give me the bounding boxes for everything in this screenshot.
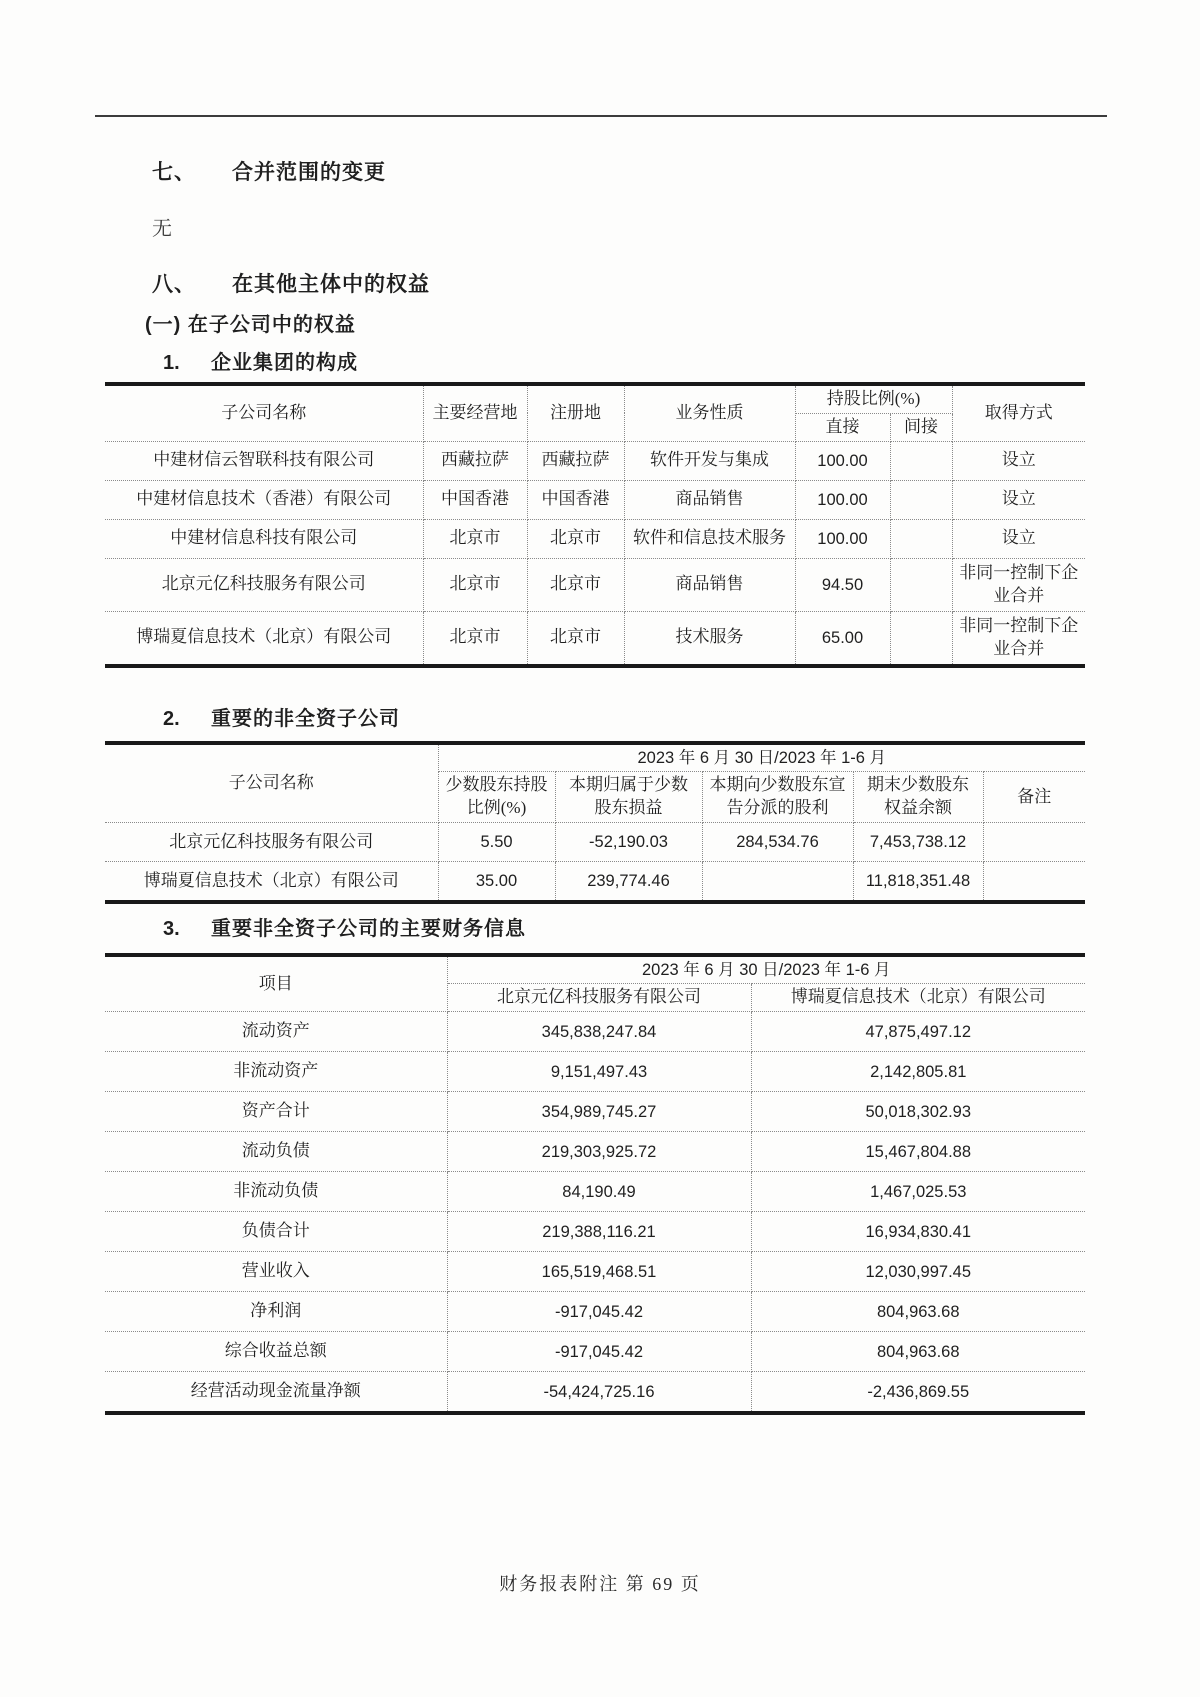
cell-subsidiary-name: 博瑞夏信息技术（北京）有限公司 [105, 862, 438, 903]
cell-subsidiary-name: 中建材信息技术（香港）有限公司 [105, 480, 423, 519]
table-header-row [105, 384, 1085, 413]
heading-group-composition [163, 346, 358, 375]
col-header-remark: 备注 [983, 772, 1085, 823]
cell-business-nature: 技术服务 [624, 611, 795, 666]
section-7-title: 合并范围的变更 [232, 161, 386, 184]
cell-company1-value: -917,045.42 [447, 1332, 751, 1372]
section-7-heading [152, 156, 386, 186]
heading-2-title: 重要的非全资子公司 [211, 708, 400, 730]
table-row [105, 1092, 1085, 1132]
cell-acquisition-method: 非同一控制下企业合并 [952, 558, 1085, 611]
cell-subsidiary-name: 北京元亿科技服务有限公司 [105, 558, 423, 611]
non-wholly-owned-subsidiaries-table [105, 741, 1085, 904]
cell-direct-ratio: 100.00 [795, 480, 890, 519]
cell-indirect-ratio [890, 558, 952, 611]
cell-company2-value: 2,142,805.81 [751, 1052, 1085, 1092]
cell-minority-equity: 7,453,738.12 [853, 823, 983, 862]
key-financial-info-table [105, 953, 1085, 1415]
cell-remark [983, 823, 1085, 862]
cell-acquisition-method: 非同一控制下企业合并 [952, 611, 1085, 666]
col-header-minority-equity: 期末少数股东权益余额 [853, 772, 983, 823]
cell-company1-value: 165,519,468.51 [447, 1252, 751, 1292]
cell-direct-ratio: 65.00 [795, 611, 890, 666]
col-header-indirect: 间接 [890, 413, 952, 441]
cell-business-nature: 商品销售 [624, 480, 795, 519]
cell-company1-value: 219,303,925.72 [447, 1132, 751, 1172]
cell-company2-value: 804,963.68 [751, 1292, 1085, 1332]
section-8-heading [152, 268, 430, 298]
cell-registration-place: 中国香港 [527, 480, 624, 519]
table-row [105, 1172, 1085, 1212]
table-header-row [105, 743, 1085, 772]
cell-minority-ratio: 5.50 [438, 823, 555, 862]
cell-company2-value: 15,467,804.88 [751, 1132, 1085, 1172]
col-header-declared-dividend: 本期向少数股东宣告分派的股利 [702, 772, 853, 823]
subsection-1-heading: (一) 在子公司中的权益 [145, 314, 356, 336]
cell-direct-ratio: 100.00 [795, 519, 890, 558]
cell-indirect-ratio [890, 480, 952, 519]
cell-company2-value: 804,963.68 [751, 1332, 1085, 1372]
cell-subsidiary-name: 中建材信息科技有限公司 [105, 519, 423, 558]
cell-company1-value: 9,151,497.43 [447, 1052, 751, 1092]
table-row [105, 480, 1085, 519]
table-row [105, 1132, 1085, 1172]
cell-main-place: 北京市 [423, 611, 527, 666]
col-header-direct: 直接 [795, 413, 890, 441]
cell-item: 非流动资产 [105, 1052, 447, 1092]
cell-business-nature: 软件和信息技术服务 [624, 519, 795, 558]
cell-direct-ratio: 94.50 [795, 558, 890, 611]
cell-remark [983, 862, 1085, 903]
page-header-rule [95, 115, 1107, 117]
cell-registration-place: 北京市 [527, 519, 624, 558]
section-8-title: 在其他主体中的权益 [232, 273, 430, 296]
cell-registration-place: 北京市 [527, 558, 624, 611]
cell-business-nature: 软件开发与集成 [624, 441, 795, 480]
cell-main-place: 北京市 [423, 558, 527, 611]
heading-2-number: 2. [163, 708, 180, 730]
cell-main-place: 北京市 [423, 519, 527, 558]
cell-company1-value: -917,045.42 [447, 1292, 751, 1332]
cell-company1-value: -54,424,725.16 [447, 1372, 751, 1414]
cell-company1-value: 84,190.49 [447, 1172, 751, 1212]
cell-item: 流动负债 [105, 1132, 447, 1172]
cell-item: 非流动负债 [105, 1172, 447, 1212]
col-header-holding-ratio: 持股比例(%) [795, 384, 952, 413]
cell-item-subtotal: 资产合计 [105, 1092, 447, 1132]
cell-minority-pl: -52,190.03 [555, 823, 702, 862]
table-row [105, 1012, 1085, 1052]
cell-item: 综合收益总额 [105, 1332, 447, 1372]
cell-indirect-ratio [890, 611, 952, 666]
cell-subsidiary-name: 中建材信云智联科技有限公司 [105, 441, 423, 480]
heading-3-number: 3. [163, 918, 180, 940]
col-header-minority-pl: 本期归属于少数股东损益 [555, 772, 702, 823]
cell-company2-value: 16,934,830.41 [751, 1212, 1085, 1252]
col-header-minority-ratio: 少数股东持股比例(%) [438, 772, 555, 823]
table-row [105, 1292, 1085, 1332]
col-header-period: 2023 年 6 月 30 日/2023 年 1-6 月 [438, 743, 1085, 772]
cell-business-nature: 商品销售 [624, 558, 795, 611]
cell-registration-place: 北京市 [527, 611, 624, 666]
page-footer: 财务报表附注 第 69 页 [499, 1574, 701, 1594]
table-row [105, 441, 1085, 480]
cell-item: 营业收入 [105, 1252, 447, 1292]
heading-key-financials [163, 912, 526, 941]
heading-non-wholly-owned [163, 702, 400, 731]
col-header-business-nature: 业务性质 [624, 384, 795, 441]
cell-acquisition-method: 设立 [952, 480, 1085, 519]
table-row [105, 1372, 1085, 1414]
cell-declared-dividend [702, 862, 853, 903]
section-7-number: 七、 [152, 161, 196, 184]
cell-subsidiary-name: 北京元亿科技服务有限公司 [105, 823, 438, 862]
col-header-subsidiary-name: 子公司名称 [105, 743, 438, 823]
col-header-period: 2023 年 6 月 30 日/2023 年 1-6 月 [447, 955, 1085, 984]
cell-subsidiary-name: 博瑞夏信息技术（北京）有限公司 [105, 611, 423, 666]
cell-item: 流动资产 [105, 1012, 447, 1052]
cell-indirect-ratio [890, 519, 952, 558]
table-row [105, 558, 1085, 611]
cell-minority-pl: 239,774.46 [555, 862, 702, 903]
cell-minority-equity: 11,818,351.48 [853, 862, 983, 903]
cell-main-place: 西藏拉萨 [423, 441, 527, 480]
col-header-acquisition-method: 取得方式 [952, 384, 1085, 441]
heading-3-title: 重要非全资子公司的主要财务信息 [211, 918, 526, 940]
cell-acquisition-method: 设立 [952, 519, 1085, 558]
section-7-body: 无 [152, 218, 172, 240]
table-row [105, 611, 1085, 666]
cell-company2-value: -2,436,869.55 [751, 1372, 1085, 1414]
table-row [105, 823, 1085, 862]
cell-company2-value: 50,018,302.93 [751, 1092, 1085, 1132]
col-header-main-place: 主要经营地 [423, 384, 527, 441]
cell-indirect-ratio [890, 441, 952, 480]
col-header-company1: 北京元亿科技服务有限公司 [447, 984, 751, 1012]
table-header-row [105, 955, 1085, 984]
col-header-subsidiary-name: 子公司名称 [105, 384, 423, 441]
table-row [105, 862, 1085, 903]
cell-company1-value: 354,989,745.27 [447, 1092, 751, 1132]
section-8-number: 八、 [152, 273, 196, 296]
heading-1-number: 1. [163, 352, 180, 374]
col-header-registration-place: 注册地 [527, 384, 624, 441]
table-row [105, 519, 1085, 558]
col-header-item: 项目 [105, 955, 447, 1012]
cell-direct-ratio: 100.00 [795, 441, 890, 480]
cell-minority-ratio: 35.00 [438, 862, 555, 903]
cell-company1-value: 219,388,116.21 [447, 1212, 751, 1252]
table-row [105, 1212, 1085, 1252]
cell-company2-value: 1,467,025.53 [751, 1172, 1085, 1212]
cell-item: 净利润 [105, 1292, 447, 1332]
cell-company2-value: 47,875,497.12 [751, 1012, 1085, 1052]
col-header-company2: 博瑞夏信息技术（北京）有限公司 [751, 984, 1085, 1012]
cell-registration-place: 西藏拉萨 [527, 441, 624, 480]
table-row [105, 1252, 1085, 1292]
cell-company1-value: 345,838,247.84 [447, 1012, 751, 1052]
group-composition-table [105, 382, 1085, 668]
table-row [105, 1332, 1085, 1372]
cell-item: 经营活动现金流量净额 [105, 1372, 447, 1414]
heading-1-title: 企业集团的构成 [211, 352, 358, 374]
cell-company2-value: 12,030,997.45 [751, 1252, 1085, 1292]
cell-item-subtotal: 负债合计 [105, 1212, 447, 1252]
cell-declared-dividend: 284,534.76 [702, 823, 853, 862]
cell-acquisition-method: 设立 [952, 441, 1085, 480]
table-row [105, 1052, 1085, 1092]
cell-main-place: 中国香港 [423, 480, 527, 519]
